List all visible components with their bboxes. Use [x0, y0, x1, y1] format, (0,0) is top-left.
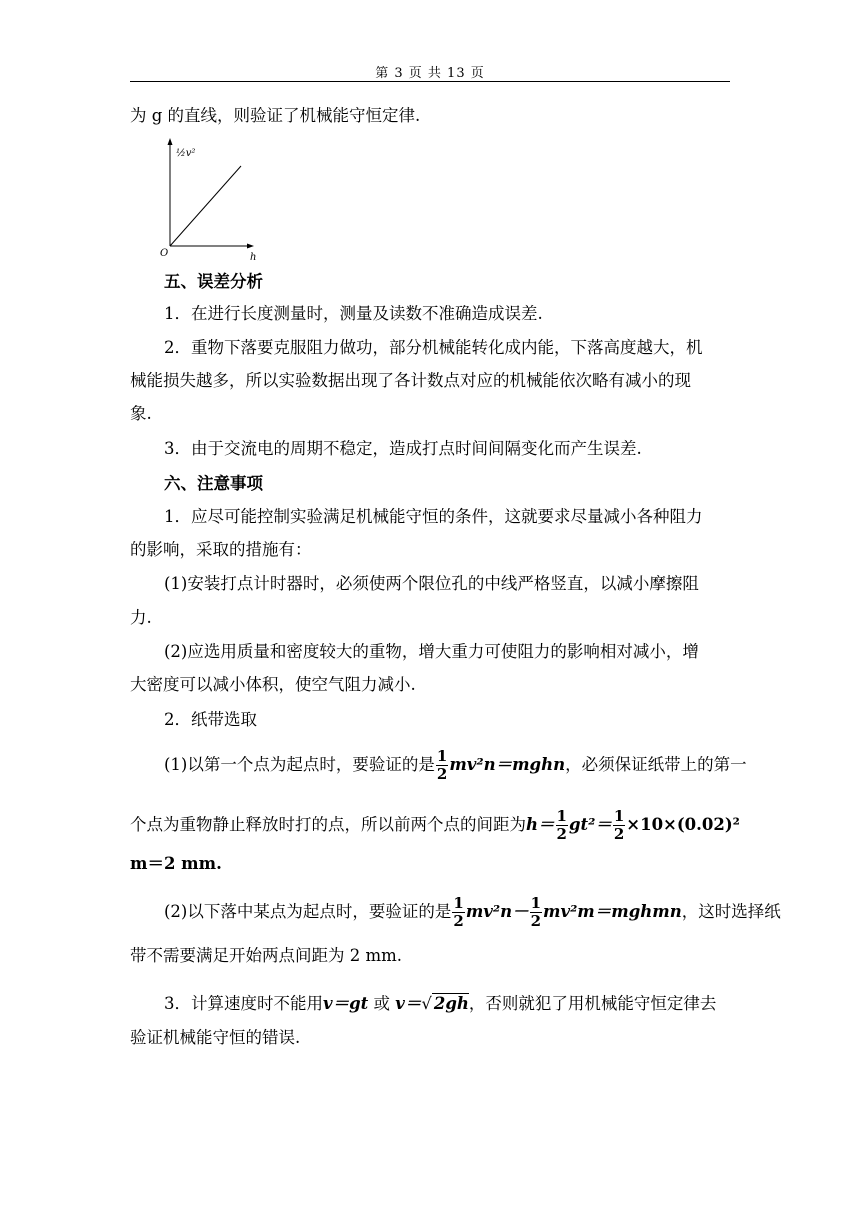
energy-equation: mv²n＝mghn — [449, 755, 566, 774]
velocity-note-continuation: 验证机械能守恒的错误. — [130, 1028, 301, 1047]
fraction-half — [436, 748, 448, 783]
v-equals-gt: v＝gt — [323, 994, 369, 1013]
section-6-sub-1-line-1: (1)安装打点计时器时，必须使两个限位孔的中线严格竖直，以减小摩擦阻 — [164, 574, 699, 593]
fraction-half — [556, 808, 568, 843]
paper-tape-condition-2 — [164, 894, 781, 930]
fraction-numerator: 1 — [436, 747, 448, 765]
kinetic-energy-m-equation: mv²m＝mghmn — [543, 902, 682, 921]
condition-1-suffix: ，必须保证纸带上的第一 — [565, 755, 747, 774]
fraction-numerator: 1 — [530, 894, 542, 912]
kinetic-energy-n: mv²n－ — [465, 902, 529, 921]
page-number-header: 第 3 页 共 13 页 — [375, 66, 485, 81]
section-5-item-2-line-3: 象. — [130, 404, 152, 423]
condition-2-continuation: 带不需要满足开始两点间距为 2 mm. — [130, 946, 403, 965]
section-5-item-2-line-1: 2．重物下落要克服阻力做功，部分机械能转化成内能，下落高度越大，机 — [164, 338, 703, 357]
gt-squared: gt²＝ — [568, 815, 612, 834]
fraction-denominator: 2 — [453, 912, 464, 930]
section-6-item-1-line-1: 1．应尽可能控制实验满足机械能守恒的条件，这就要求尽量减小各种阻力 — [164, 507, 703, 526]
section-5-item-2-line-2: 械能损失越多，所以实验数据出现了各计数点对应的机械能依次略有减小的现 — [130, 371, 691, 390]
h-equals: h＝ — [526, 815, 555, 834]
condition-2-suffix: ，这时选择纸 — [681, 902, 781, 921]
spacing-prefix: 个点为重物静止释放时打的点，所以前两个点的间距为 — [130, 815, 526, 834]
section-6-heading: 六、注意事项 — [164, 474, 263, 493]
intro-line: 为 g 的直线，则验证了机械能守恒定律. — [130, 106, 421, 125]
section-6-sub-2-line-1: (2)应选用质量和密度较大的重物，增大重力可使阻力的影响相对减小，增 — [164, 642, 699, 661]
paper-tape-condition-1 — [164, 747, 747, 783]
fraction-denominator: 2 — [436, 765, 448, 783]
section-5-item-1: 1．在进行长度测量时，测量及读数不准确造成误差. — [164, 304, 543, 323]
velocity-note-suffix: ，否则就犯了用机械能守恒定律去 — [468, 994, 717, 1013]
x-axis-arrow — [247, 244, 254, 249]
spacing-result: m＝2 mm. — [130, 854, 222, 873]
proportional-line — [170, 166, 241, 246]
fraction-half — [452, 895, 464, 930]
fraction-denominator: 2 — [530, 912, 542, 930]
fraction-numerator: 1 — [453, 894, 464, 912]
x-axis-label: h — [250, 252, 257, 263]
velocity-note-prefix: 3．计算速度时不能用 — [164, 994, 323, 1013]
sqrt-2gh: 2gh — [433, 994, 469, 1013]
condition-2-prefix: (2)以下落中某点为起点时，要验证的是 — [164, 902, 452, 921]
fraction-numerator: 1 — [613, 807, 625, 825]
half-v-squared-vs-h-graph — [150, 136, 270, 266]
v-equals: v＝ — [395, 994, 422, 1013]
or-word: 或 — [368, 994, 396, 1013]
origin-label: O — [160, 248, 169, 259]
section-5-item-3: 3．由于交流电的周期不稳定，造成打点时间间隔变化而产生误差. — [164, 439, 642, 458]
y-axis-label: ½v² — [176, 148, 196, 159]
y-axis-arrow — [168, 138, 173, 145]
condition-1-prefix: (1)以第一个点为起点时，要验证的是 — [164, 755, 435, 774]
first-two-points-spacing — [130, 807, 740, 843]
section-6-item-2-title: 2．纸带选取 — [164, 710, 257, 729]
fraction-numerator: 1 — [556, 807, 567, 825]
section-5-heading: 五、误差分析 — [164, 272, 263, 291]
section-6-item-1-line-2: 的影响，采取的措施有： — [130, 540, 312, 559]
header-divider — [130, 81, 730, 82]
fraction-denominator: 2 — [556, 825, 567, 843]
sqrt-sign: √ — [421, 994, 432, 1013]
section-6-sub-1-line-2: 力. — [130, 608, 152, 627]
fraction-half — [530, 895, 542, 930]
fraction-denominator: 2 — [613, 825, 625, 843]
section-6-sub-2-line-2: 大密度可以减小体积，使空气阻力减小. — [130, 675, 416, 694]
numeric-calculation: ×10×(0.02)² — [626, 815, 740, 834]
fraction-half — [613, 808, 625, 843]
velocity-calculation-note — [164, 992, 730, 1016]
